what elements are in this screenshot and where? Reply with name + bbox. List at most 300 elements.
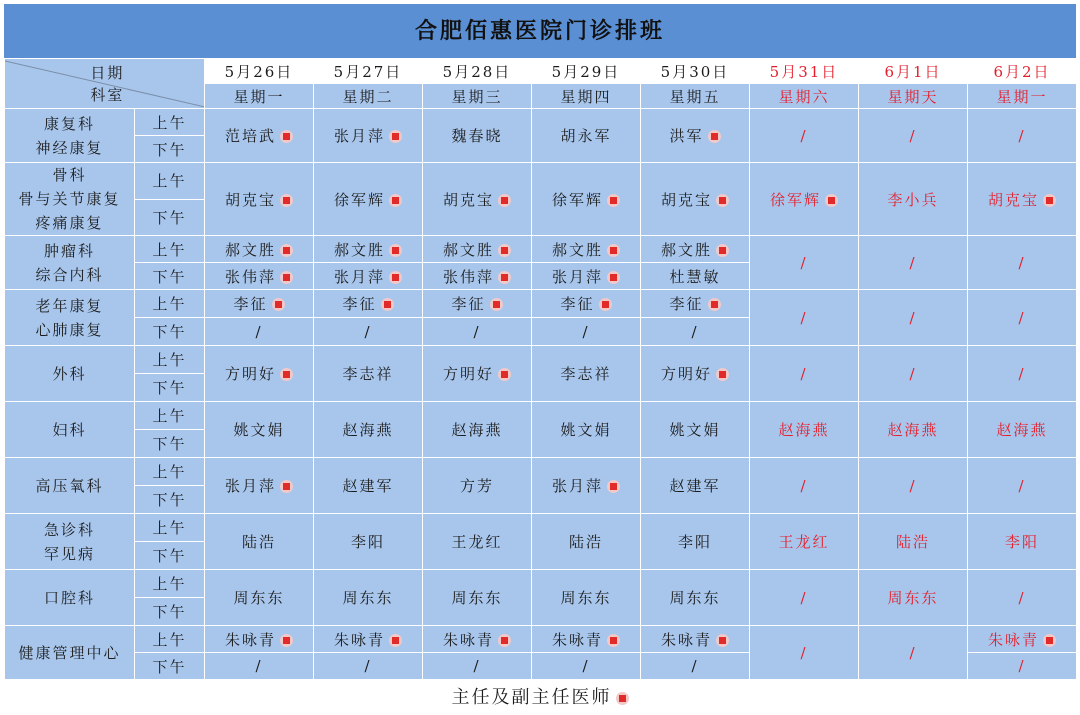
doctor-name: 方明好 [442, 365, 494, 383]
doctor-name: 张伟萍 [442, 267, 494, 286]
schedule-cell [968, 653, 1077, 680]
header-date-row [5, 59, 1077, 84]
doctor-name: 王龙红 [451, 533, 503, 551]
doctor-name: 王龙红 [778, 533, 830, 551]
senior-doctor-badge-icon [716, 194, 729, 207]
shift-label-pm: 下午 [135, 263, 205, 290]
schedule-cell [859, 236, 968, 290]
doctor-name: 赵海燕 [887, 421, 939, 439]
schedule-cell [750, 458, 859, 514]
schedule-cell [750, 402, 859, 458]
schedule-cell [314, 458, 423, 514]
department-row-am [5, 346, 1077, 374]
senior-doctor-badge-icon [280, 634, 293, 647]
date-header-label: 日期 [90, 64, 125, 82]
doctor-name: 朱咏青 [224, 630, 276, 649]
weekday-header: 星期五 [641, 84, 750, 109]
shift-label-am: 上午 [135, 402, 205, 430]
schedule-cell [205, 236, 314, 263]
senior-doctor-badge-icon [1043, 194, 1056, 207]
doctor-name: 郝文胜 [660, 240, 712, 259]
doctor-name: 陆浩 [568, 533, 603, 551]
doctor-name: / [582, 322, 590, 341]
schedule-cell [859, 290, 968, 346]
doctor-name: 陆浩 [895, 533, 930, 551]
senior-doctor-badge-icon [280, 368, 293, 381]
doctor-name: 姚文娟 [669, 421, 721, 439]
schedule-cell [750, 626, 859, 680]
schedule-cell [859, 402, 968, 458]
doctor-name: 李志祥 [342, 365, 394, 383]
schedule-cell [423, 318, 532, 346]
doctor-name: 张伟萍 [224, 267, 276, 286]
weekday-header: 星期四 [532, 84, 641, 109]
date-header: 5月31日 [750, 59, 859, 84]
doctor-name: 赵建军 [342, 477, 394, 495]
shift-label-pm: 下午 [135, 374, 205, 402]
schedule-cell [205, 458, 314, 514]
doctor-name: 郝文胜 [224, 240, 276, 259]
doctor-name: / [800, 643, 808, 662]
shift-label-pm: 下午 [135, 430, 205, 458]
schedule-cell [859, 109, 968, 163]
date-header: 5月29日 [532, 59, 641, 84]
schedule-cell [859, 163, 968, 236]
department-name-line: 高压氧科 [35, 476, 104, 495]
doctor-name: / [800, 253, 808, 272]
senior-doctor-badge-icon [280, 244, 293, 257]
shift-label-am: 上午 [135, 109, 205, 136]
schedule-cell [641, 109, 750, 163]
schedule-cell [423, 458, 532, 514]
senior-doctor-badge-icon [1043, 634, 1056, 647]
doctor-name: / [473, 322, 481, 341]
schedule-cell [205, 626, 314, 653]
senior-doctor-badge-icon [498, 271, 511, 284]
doctor-name: 李征 [669, 295, 704, 313]
doctor-name: / [473, 657, 481, 675]
department-name-line: 口腔科 [43, 588, 95, 607]
schedule-cell [641, 653, 750, 680]
doctor-name: / [800, 476, 808, 495]
shift-label-am: 上午 [135, 458, 205, 486]
doctor-name: 郝文胜 [551, 240, 603, 259]
senior-doctor-badge-icon [607, 194, 620, 207]
schedule-cell [750, 109, 859, 163]
doctor-name: 张月萍 [551, 477, 603, 495]
schedule-cell [532, 318, 641, 346]
doctor-name: / [800, 126, 808, 145]
department-name-line: 老年康复 [35, 296, 104, 315]
senior-doctor-badge-icon [280, 271, 293, 284]
doctor-name: / [909, 643, 917, 662]
shift-label-pm: 下午 [135, 318, 205, 346]
doctor-name: / [255, 322, 263, 341]
schedule-cell [314, 109, 423, 163]
doctor-name: 魏春晓 [451, 127, 503, 145]
doctor-name: 范培武 [224, 127, 276, 145]
doctor-name: 李征 [560, 295, 595, 313]
schedule-cell [750, 570, 859, 626]
schedule-cell [314, 290, 423, 318]
schedule-cell [205, 653, 314, 680]
schedule-cell [314, 514, 423, 570]
senior-doctor-badge-icon [280, 130, 293, 143]
doctor-name: / [364, 657, 372, 675]
schedule-cell [641, 318, 750, 346]
senior-doctor-badge-icon [599, 298, 612, 311]
schedule-sheet [4, 4, 1076, 680]
schedule-cell [532, 290, 641, 318]
department-name-line: 罕见病 [43, 544, 95, 563]
doctor-name: 李阳 [677, 533, 712, 551]
doctor-name: / [1018, 253, 1026, 272]
schedule-cell [423, 514, 532, 570]
department-name-line: 康复科 [43, 114, 95, 133]
department-name-line: 急诊科 [43, 520, 95, 539]
schedule-cell [968, 514, 1077, 570]
doctor-name: 李征 [451, 295, 486, 313]
schedule-cell [968, 290, 1077, 346]
date-header: 6月1日 [859, 59, 968, 84]
doctor-name: 周东东 [233, 589, 285, 607]
doctor-name: 郝文胜 [333, 240, 385, 259]
senior-doctor-badge-icon [616, 692, 629, 705]
shift-label-pm: 下午 [135, 136, 205, 163]
schedule-cell [968, 402, 1077, 458]
shift-label-am: 上午 [135, 626, 205, 653]
senior-doctor-badge-icon [389, 194, 402, 207]
doctor-name: 姚文娟 [233, 421, 285, 439]
doctor-name: / [1018, 588, 1026, 607]
schedule-cell [968, 570, 1077, 626]
department-row-am [5, 402, 1077, 430]
senior-doctor-badge-icon [607, 480, 620, 493]
shift-label-pm: 下午 [135, 199, 205, 236]
schedule-cell [750, 346, 859, 402]
doctor-name: 朱咏青 [660, 630, 712, 649]
department-name-line: 心肺康复 [35, 320, 104, 339]
schedule-cell [314, 318, 423, 346]
doctor-name: 李志祥 [560, 365, 612, 383]
weekday-header: 星期六 [750, 84, 859, 109]
page-title: 合肥佰惠医院门诊排班 [4, 4, 1076, 58]
doctor-name: 郝文胜 [442, 240, 494, 259]
schedule-cell [205, 263, 314, 290]
doctor-name: 李小兵 [887, 190, 939, 209]
doctor-name: 赵海燕 [996, 421, 1048, 439]
doctor-name: 陆浩 [241, 533, 276, 551]
department-name [5, 626, 135, 680]
schedule-cell [423, 263, 532, 290]
senior-doctor-badge-icon [389, 271, 402, 284]
department-name [5, 290, 135, 346]
doctor-name: / [1018, 126, 1026, 145]
schedule-cell [859, 570, 968, 626]
doctor-name: 赵海燕 [778, 421, 830, 439]
schedule-cell [532, 109, 641, 163]
senior-doctor-badge-icon [389, 244, 402, 257]
doctor-name: / [909, 253, 917, 272]
doctor-name: 方芳 [459, 477, 494, 495]
department-name-line: 骨与关节康复 [18, 190, 121, 208]
schedule-cell [968, 346, 1077, 402]
doctor-name: 朱咏青 [442, 630, 494, 649]
department-name [5, 570, 135, 626]
doctor-name: 朱咏青 [987, 630, 1039, 649]
senior-doctor-badge-icon [825, 194, 838, 207]
date-header: 5月28日 [423, 59, 532, 84]
shift-label-pm: 下午 [135, 598, 205, 626]
senior-doctor-badge-icon [490, 298, 503, 311]
schedule-cell [532, 236, 641, 263]
schedule-cell [641, 290, 750, 318]
schedule-cell [532, 626, 641, 653]
schedule-cell [205, 318, 314, 346]
schedule-cell [641, 570, 750, 626]
schedule-cell [314, 626, 423, 653]
doctor-name: 李征 [233, 295, 268, 313]
schedule-cell [641, 626, 750, 653]
schedule-cell [423, 109, 532, 163]
shift-label-am: 上午 [135, 290, 205, 318]
doctor-name: 李阳 [1004, 533, 1039, 551]
weekday-header: 星期天 [859, 84, 968, 109]
dept-header-label: 科室 [90, 86, 125, 104]
schedule-cell [205, 346, 314, 402]
doctor-name: 胡克宝 [660, 190, 712, 209]
schedule-cell [532, 458, 641, 514]
schedule-cell [423, 290, 532, 318]
schedule-cell [968, 236, 1077, 290]
department-row-am [5, 626, 1077, 653]
department-name-line: 妇科 [52, 420, 87, 439]
schedule-cell [205, 290, 314, 318]
schedule-cell [423, 653, 532, 680]
schedule-cell [859, 458, 968, 514]
doctor-name: 洪军 [669, 127, 704, 145]
doctor-name: / [1018, 657, 1026, 675]
doctor-name: / [800, 588, 808, 607]
doctor-name: / [255, 657, 263, 675]
schedule-cell [314, 236, 423, 263]
doctor-name: 周东东 [669, 589, 721, 607]
schedule-cell [641, 263, 750, 290]
schedule-cell [314, 570, 423, 626]
department-name [5, 458, 135, 514]
schedule-cell [968, 626, 1077, 653]
doctor-name: 胡克宝 [224, 190, 276, 209]
senior-doctor-badge-icon [716, 368, 729, 381]
senior-doctor-badge-icon [708, 130, 721, 143]
doctor-name: 李阳 [350, 533, 385, 551]
department-row-am [5, 458, 1077, 486]
shift-label-pm: 下午 [135, 486, 205, 514]
schedule-cell [532, 402, 641, 458]
department-name-line: 健康管理中心 [18, 643, 121, 662]
schedule-cell [968, 109, 1077, 163]
doctor-name: 周东东 [887, 589, 939, 607]
department-name-line: 神经康复 [35, 138, 104, 157]
department-name-line: 疼痛康复 [35, 214, 104, 232]
department-row-am [5, 290, 1077, 318]
senior-doctor-badge-icon [498, 244, 511, 257]
shift-label-am: 上午 [135, 236, 205, 263]
doctor-name: / [582, 657, 590, 675]
senior-doctor-badge-icon [716, 634, 729, 647]
legend [0, 683, 1080, 709]
schedule-cell [750, 163, 859, 236]
schedule-cell [968, 458, 1077, 514]
doctor-name: 赵海燕 [451, 421, 503, 439]
schedule-table [4, 58, 1077, 680]
doctor-name: 周东东 [451, 589, 503, 607]
header-corner [5, 59, 205, 109]
shift-label-pm: 下午 [135, 653, 205, 680]
schedule-cell [968, 163, 1077, 236]
doctor-name: 姚文娟 [560, 421, 612, 439]
schedule-cell [423, 236, 532, 263]
schedule-cell [750, 514, 859, 570]
department-name [5, 402, 135, 458]
doctor-name: 张月萍 [333, 127, 385, 145]
schedule-cell [423, 163, 532, 236]
schedule-cell [532, 346, 641, 402]
doctor-name: / [691, 657, 699, 675]
department-name [5, 346, 135, 402]
schedule-cell [314, 163, 423, 236]
schedule-cell [205, 514, 314, 570]
doctor-name: 徐军辉 [551, 190, 603, 209]
doctor-name: / [800, 308, 808, 327]
doctor-name: 朱咏青 [333, 630, 385, 649]
date-header: 6月2日 [968, 59, 1077, 84]
shift-label-am: 上午 [135, 346, 205, 374]
department-name-line: 肿瘤科 [43, 241, 95, 260]
senior-doctor-badge-icon [607, 634, 620, 647]
schedule-cell [532, 163, 641, 236]
weekday-header: 星期三 [423, 84, 532, 109]
schedule-cell [205, 570, 314, 626]
doctor-name: 方明好 [660, 365, 712, 383]
schedule-cell [205, 109, 314, 163]
department-name [5, 236, 135, 290]
senior-doctor-badge-icon [389, 130, 402, 143]
schedule-cell [532, 514, 641, 570]
schedule-cell [750, 236, 859, 290]
schedule-cell [423, 402, 532, 458]
doctor-name: 周东东 [342, 589, 394, 607]
date-header: 5月27日 [314, 59, 423, 84]
doctor-name: 赵海燕 [342, 421, 394, 439]
doctor-name: 胡克宝 [442, 190, 494, 209]
schedule-cell [750, 290, 859, 346]
schedule-cell [532, 653, 641, 680]
doctor-name: 张月萍 [224, 477, 276, 495]
schedule-cell [641, 236, 750, 263]
senior-doctor-badge-icon [381, 298, 394, 311]
schedule-cell [423, 346, 532, 402]
schedule-cell [859, 346, 968, 402]
doctor-name: / [909, 364, 917, 383]
schedule-cell [641, 514, 750, 570]
senior-doctor-badge-icon [607, 271, 620, 284]
weekday-header: 星期一 [205, 84, 314, 109]
department-name-line: 骨科 [52, 166, 87, 184]
doctor-name: 胡克宝 [987, 190, 1039, 209]
senior-doctor-badge-icon [389, 634, 402, 647]
senior-doctor-badge-icon [498, 194, 511, 207]
schedule-cell [641, 458, 750, 514]
schedule-cell [314, 263, 423, 290]
date-header: 5月26日 [205, 59, 314, 84]
department-row-am [5, 514, 1077, 542]
schedule-cell [423, 626, 532, 653]
doctor-name: 李征 [342, 295, 377, 313]
doctor-name: / [1018, 364, 1026, 383]
doctor-name: 朱咏青 [551, 630, 603, 649]
department-row-am [5, 570, 1077, 598]
department-row-am [5, 236, 1077, 263]
senior-doctor-badge-icon [716, 244, 729, 257]
doctor-name: / [1018, 308, 1026, 327]
doctor-name: 徐军辉 [333, 190, 385, 209]
shift-label-am: 上午 [135, 570, 205, 598]
doctor-name: / [909, 476, 917, 495]
shift-label-am: 上午 [135, 514, 205, 542]
legend-label: 主任及副主任医师 [451, 687, 612, 708]
doctor-name: / [691, 322, 699, 341]
schedule-cell [314, 402, 423, 458]
senior-doctor-badge-icon [280, 194, 293, 207]
schedule-cell [423, 570, 532, 626]
schedule-cell [641, 346, 750, 402]
doctor-name: 张月萍 [551, 267, 603, 286]
schedule-cell [314, 653, 423, 680]
doctor-name: / [909, 308, 917, 327]
weekday-header: 星期二 [314, 84, 423, 109]
department-row-am [5, 163, 1077, 200]
schedule-cell [641, 163, 750, 236]
senior-doctor-badge-icon [498, 634, 511, 647]
department-name-line: 外科 [52, 364, 87, 383]
senior-doctor-badge-icon [607, 244, 620, 257]
doctor-name: / [364, 322, 372, 341]
senior-doctor-badge-icon [708, 298, 721, 311]
department-name [5, 514, 135, 570]
doctor-name: 张月萍 [333, 267, 385, 286]
schedule-cell [532, 570, 641, 626]
department-name [5, 163, 135, 236]
department-name [5, 109, 135, 163]
schedule-cell [205, 163, 314, 236]
weekday-header: 星期一 [968, 84, 1077, 109]
schedule-cell [314, 346, 423, 402]
doctor-name: 方明好 [224, 365, 276, 383]
shift-label-pm: 下午 [135, 542, 205, 570]
date-header: 5月30日 [641, 59, 750, 84]
doctor-name: 周东东 [560, 589, 612, 607]
schedule-cell [859, 626, 968, 680]
shift-label-am: 上午 [135, 163, 205, 200]
doctor-name: 胡永军 [560, 127, 612, 145]
doctor-name: 杜慧敏 [669, 267, 721, 286]
doctor-name: / [909, 126, 917, 145]
doctor-name: / [800, 364, 808, 383]
doctor-name: 徐军辉 [769, 190, 821, 209]
doctor-name: / [1018, 476, 1026, 495]
department-name-line: 综合内科 [35, 265, 104, 284]
